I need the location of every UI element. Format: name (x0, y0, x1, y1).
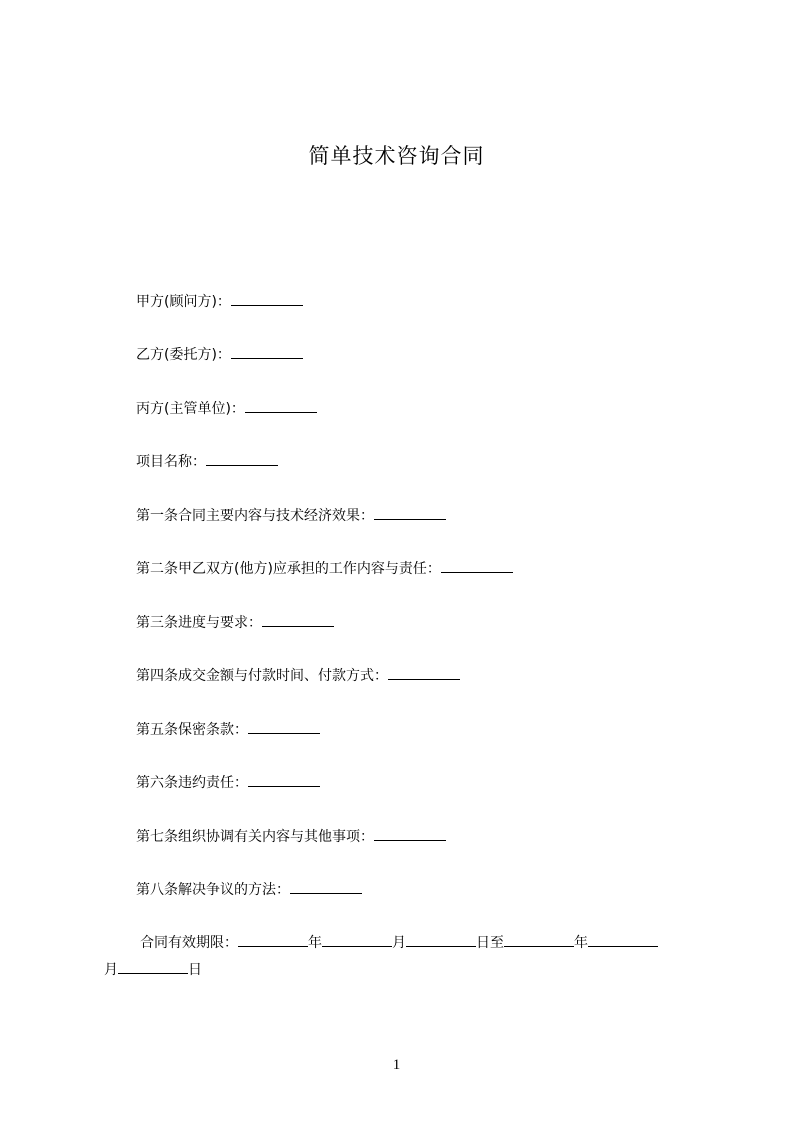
field-article-2 (136, 558, 513, 579)
validity-period (104, 932, 704, 953)
blank-line (262, 612, 334, 627)
field-article-3 (136, 612, 334, 633)
day-to-label: 日至 (476, 935, 504, 951)
field-project-name (136, 451, 278, 472)
field-party-a (136, 291, 303, 312)
field-article-6 (136, 772, 320, 793)
day-label: 日 (188, 962, 202, 978)
blank-line (231, 291, 303, 306)
blank-line (374, 826, 446, 841)
field-article-1 (136, 505, 446, 526)
field-article-4 (136, 665, 460, 686)
field-article-5 (136, 719, 320, 740)
field-label: 甲方(顾问方)： (136, 294, 231, 310)
field-label: 第八条解决争议的方法： (136, 882, 290, 898)
blank-line (588, 932, 658, 947)
field-article-7 (136, 826, 446, 847)
month-label: 月 (392, 935, 406, 951)
field-label: 乙方(委托方)： (136, 347, 231, 363)
field-party-b (136, 344, 303, 365)
blank-line (245, 398, 317, 413)
blank-line (231, 344, 303, 359)
blank-line (238, 932, 308, 947)
year-label: 年 (308, 935, 322, 951)
field-label: 第一条合同主要内容与技术经济效果： (136, 508, 374, 524)
field-label: 第二条甲乙双方(他方)应承担的工作内容与责任： (136, 561, 441, 577)
blank-line (374, 505, 446, 520)
field-label: 第四条成交金额与付款时间、付款方式： (136, 668, 388, 684)
field-label: 丙方(主管单位)： (136, 401, 245, 417)
blank-line (388, 665, 460, 680)
field-label: 第五条保密条款： (136, 722, 248, 738)
blank-line (248, 772, 320, 787)
document-title: 简单技术咨询合同 (308, 144, 485, 168)
field-label: 第七条组织协调有关内容与其他事项： (136, 829, 374, 845)
field-label: 第六条违约责任： (136, 775, 248, 791)
validity-label: 合同有效期限： (140, 935, 238, 951)
field-label: 项目名称： (136, 454, 206, 470)
blank-line (504, 932, 574, 947)
field-article-8 (136, 879, 362, 900)
year-label: 年 (574, 935, 588, 951)
blank-line (290, 879, 362, 894)
blank-line (118, 959, 188, 974)
validity-period-continued (104, 959, 704, 980)
blank-line (206, 451, 278, 466)
field-label: 第三条进度与要求： (136, 615, 262, 631)
blank-line (248, 719, 320, 734)
field-party-c (136, 398, 317, 419)
blank-line (441, 558, 513, 573)
blank-line (406, 932, 476, 947)
month-label: 月 (104, 962, 118, 978)
blank-line (322, 932, 392, 947)
page-number: 1 (392, 1057, 401, 1073)
